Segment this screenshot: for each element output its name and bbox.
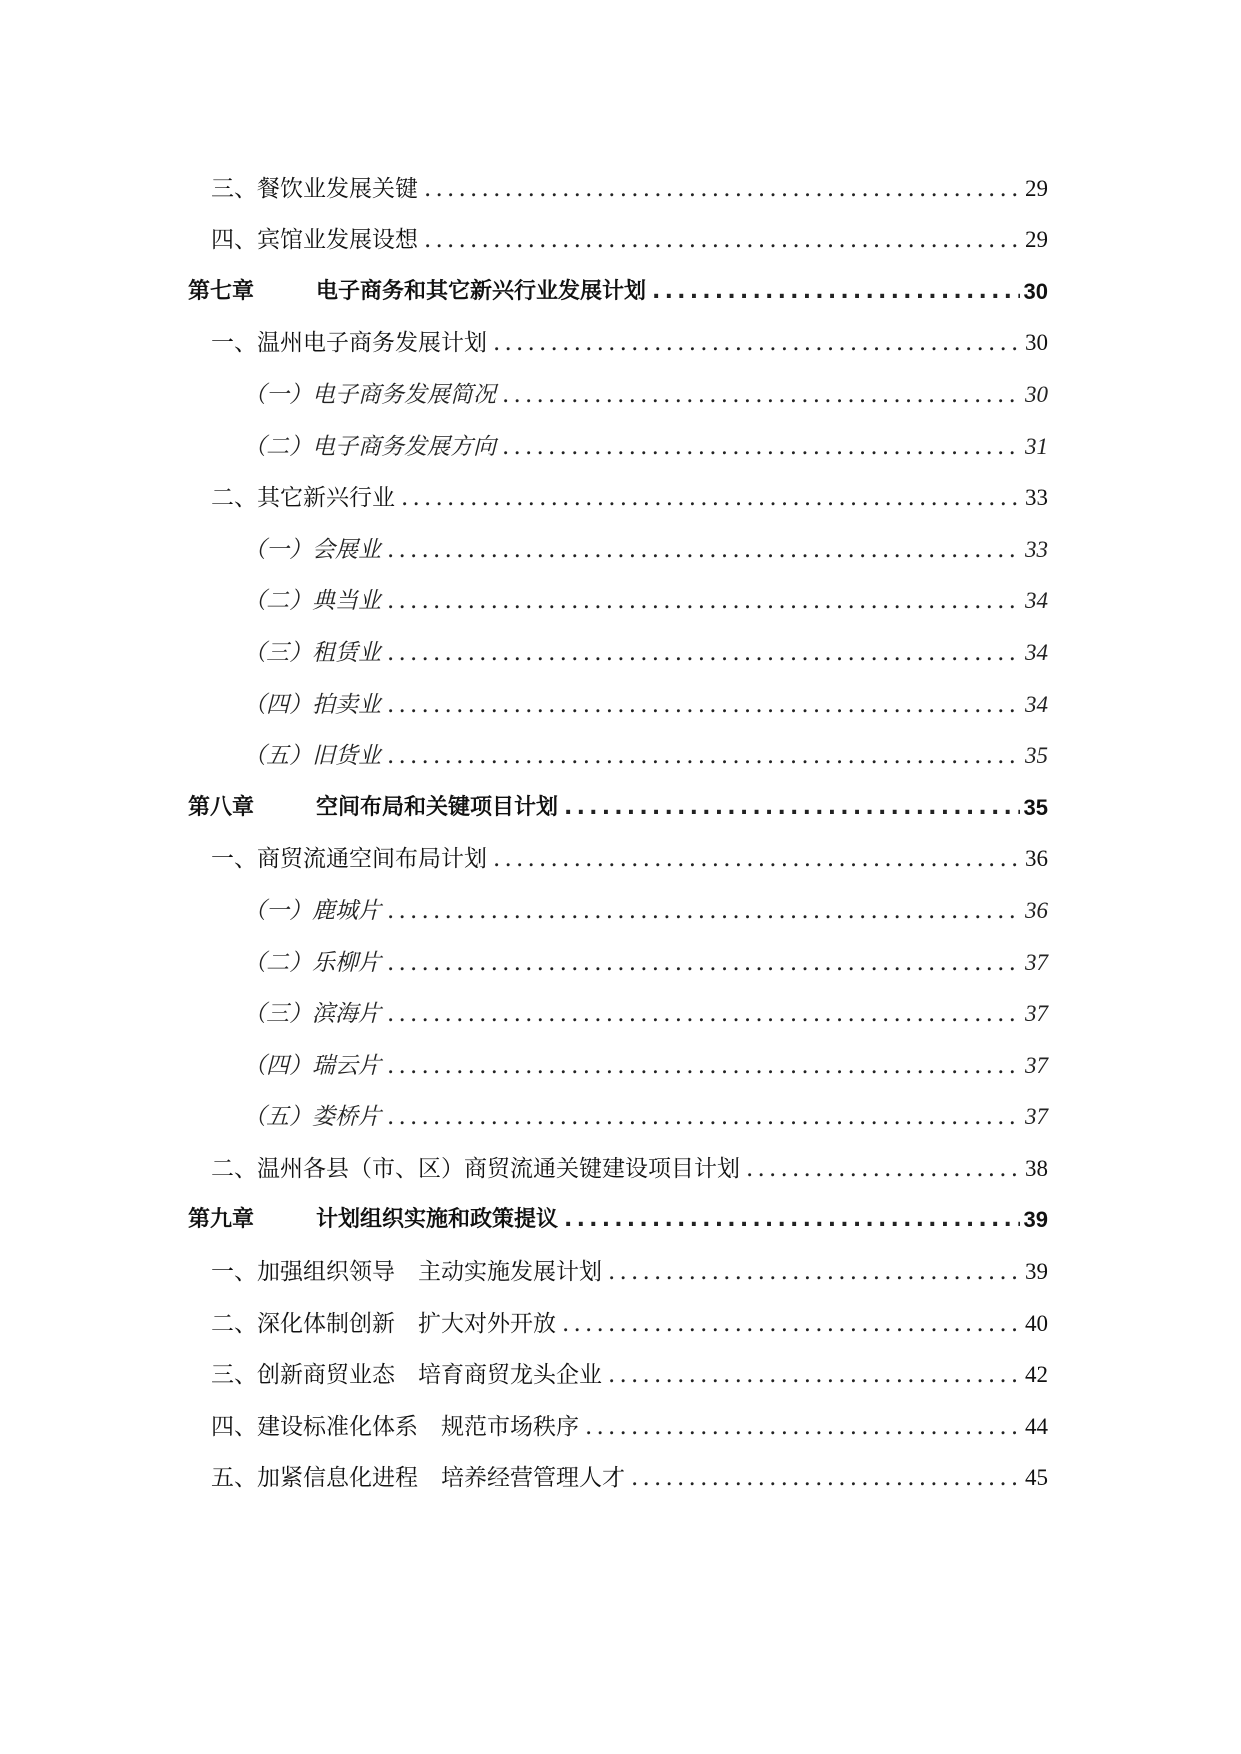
toc-dot-leader <box>387 896 1020 926</box>
toc-page-number: 34 <box>1025 588 1048 614</box>
toc-page-number: 42 <box>1025 1362 1048 1388</box>
toc-entry[interactable] <box>188 307 1048 359</box>
toc-dot-leader <box>387 586 1020 616</box>
toc-subentry[interactable] <box>188 1029 1048 1081</box>
toc-entry-number: 三、 <box>211 175 257 202</box>
toc-subentry-title: 旧货业 <box>312 743 381 770</box>
toc-subentry-number: （二） <box>243 433 312 460</box>
toc-entry-title: 商贸流通空间布局计划 <box>257 846 487 873</box>
toc-subentry[interactable] <box>188 1081 1048 1133</box>
toc-page-number: 35 <box>1025 743 1048 769</box>
toc-entry[interactable] <box>188 1132 1048 1184</box>
toc-subentry[interactable] <box>188 616 1048 668</box>
toc-entry[interactable] <box>188 1390 1048 1442</box>
toc-subentry-title: 瑞云片 <box>312 1052 381 1079</box>
toc-entry-title: 创新商贸业态 培育商贸龙头企业 <box>257 1362 602 1389</box>
toc-subentry-title: 鹿城片 <box>312 897 381 924</box>
toc-entry-number: 二、 <box>211 1155 257 1182</box>
toc-dot-leader <box>493 844 1020 874</box>
toc-entry[interactable] <box>188 1442 1048 1494</box>
toc-page-number: 39 <box>1025 1259 1048 1285</box>
toc-entry[interactable] <box>188 1235 1048 1287</box>
toc-chapter-number: 第七章 <box>188 278 255 304</box>
toc-dot-leader <box>387 741 1020 771</box>
toc-subentry-title: 典当业 <box>312 588 381 615</box>
toc-subentry-number: （一） <box>243 536 312 563</box>
toc-dot-leader <box>564 793 1020 823</box>
toc-entry[interactable] <box>188 1339 1048 1391</box>
toc-entry-title: 其它新兴行业 <box>257 485 395 512</box>
toc-dot-leader <box>608 1257 1020 1287</box>
toc-subentry[interactable] <box>188 978 1048 1030</box>
toc-subentry-title: 租赁业 <box>312 639 381 666</box>
toc-chapter-entry[interactable] <box>188 771 1048 823</box>
toc-page-number: 36 <box>1025 846 1048 872</box>
toc-page-number: 37 <box>1025 1001 1048 1027</box>
toc-page-number: 37 <box>1025 949 1048 975</box>
toc-entry-number: 三、 <box>211 1362 257 1389</box>
toc-entry-number: 二、 <box>211 1310 257 1337</box>
toc-page-number: 40 <box>1025 1310 1048 1336</box>
toc-subentry-number: （四） <box>243 691 312 718</box>
toc-dot-leader <box>387 638 1020 668</box>
toc-subentry-number: （二） <box>243 588 312 615</box>
toc-chapter-title: 计划组织实施和政策提议 <box>316 1207 559 1233</box>
toc-page-number: 29 <box>1025 227 1048 253</box>
toc-entry[interactable] <box>188 204 1048 256</box>
toc-entry-number: 一、 <box>211 1259 257 1286</box>
toc-chapter-number: 第八章 <box>188 794 255 820</box>
toc-subentry[interactable] <box>188 410 1048 462</box>
toc-entry-number: 五、 <box>211 1465 257 1492</box>
toc-entry-title: 加紧信息化进程 培养经营管理人才 <box>257 1465 625 1492</box>
toc-dot-leader <box>387 535 1020 565</box>
toc-entry-number: 二、 <box>211 485 257 512</box>
toc-dot-leader <box>424 174 1020 204</box>
toc-page-number: 34 <box>1025 639 1048 665</box>
toc-page-number: 36 <box>1025 897 1048 923</box>
toc-dot-leader <box>387 948 1020 978</box>
toc-entry-title: 加强组织领导 主动实施发展计划 <box>257 1259 602 1286</box>
toc-entry-number: 一、 <box>211 846 257 873</box>
toc-page-number: 33 <box>1025 485 1048 511</box>
toc-entry[interactable] <box>188 823 1048 875</box>
toc-subentry[interactable] <box>188 358 1048 410</box>
toc-page-number: 31 <box>1025 433 1048 459</box>
toc-dot-leader <box>387 690 1020 720</box>
toc-entry-title: 温州电子商务发展计划 <box>257 330 487 357</box>
toc-dot-leader <box>502 380 1020 410</box>
toc-entry-title: 建设标准化体系 规范市场秩序 <box>257 1413 579 1440</box>
toc-dot-leader <box>387 1102 1020 1132</box>
toc-dot-leader <box>493 328 1020 358</box>
toc-subentry-number: （二） <box>243 949 312 976</box>
toc-dot-leader <box>746 1154 1020 1184</box>
toc-dot-leader <box>564 1205 1020 1235</box>
toc-page-number: 39 <box>1023 1207 1048 1233</box>
toc-page-number: 33 <box>1025 536 1048 562</box>
toc-chapter-entry[interactable] <box>188 255 1048 307</box>
toc-chapter-number: 第九章 <box>188 1207 255 1233</box>
toc-entry[interactable] <box>188 1287 1048 1339</box>
toc-subentry-title: 会展业 <box>312 536 381 563</box>
toc-chapter-title: 电子商务和其它新兴行业发展计划 <box>316 278 647 304</box>
toc-subentry-number: （四） <box>243 1052 312 1079</box>
toc-dot-leader <box>585 1412 1020 1442</box>
table-of-contents <box>188 152 1048 1493</box>
toc-page-number: 35 <box>1023 794 1048 820</box>
toc-page-number: 29 <box>1025 175 1048 201</box>
toc-dot-leader <box>608 1360 1020 1390</box>
toc-entry-number: 四、 <box>211 1413 257 1440</box>
toc-dot-leader <box>631 1463 1020 1493</box>
toc-entry-title: 深化体制创新 扩大对外开放 <box>257 1310 556 1337</box>
toc-dot-leader <box>387 999 1020 1029</box>
toc-subentry[interactable] <box>188 874 1048 926</box>
toc-subentry-title: 拍卖业 <box>312 691 381 718</box>
toc-page-number: 37 <box>1025 1104 1048 1130</box>
toc-chapter-title: 空间布局和关键项目计划 <box>316 794 559 820</box>
toc-subentry-number: （三） <box>243 639 312 666</box>
toc-entry[interactable] <box>188 462 1048 514</box>
toc-entry-title: 餐饮业发展关键 <box>257 175 418 202</box>
toc-entry[interactable] <box>188 152 1048 204</box>
toc-page-number: 37 <box>1025 1052 1048 1078</box>
toc-subentry[interactable] <box>188 668 1048 720</box>
toc-subentry-number: （五） <box>243 1104 312 1131</box>
toc-page-number: 44 <box>1025 1413 1048 1439</box>
toc-dot-leader <box>562 1309 1020 1339</box>
toc-page-number: 34 <box>1025 691 1048 717</box>
toc-dot-leader <box>424 225 1020 255</box>
toc-subentry[interactable] <box>188 565 1048 617</box>
toc-chapter-entry[interactable] <box>188 1184 1048 1236</box>
toc-entry-title: 宾馆业发展设想 <box>257 227 418 254</box>
toc-subentry-title: 娄桥片 <box>312 1104 381 1131</box>
toc-subentry-number: （一） <box>243 897 312 924</box>
toc-dot-leader <box>502 432 1020 462</box>
toc-subentry-title: 乐柳片 <box>312 949 381 976</box>
toc-subentry-number: （一） <box>243 381 312 408</box>
toc-subentry-title: 电子商务发展简况 <box>312 381 496 408</box>
toc-subentry-title: 电子商务发展方向 <box>312 433 496 460</box>
toc-page-number: 30 <box>1025 330 1048 356</box>
toc-dot-leader <box>401 483 1020 513</box>
toc-subentry-number: （三） <box>243 1001 312 1028</box>
toc-page-number: 38 <box>1025 1155 1048 1181</box>
toc-page-number: 30 <box>1025 381 1048 407</box>
toc-entry-number: 四、 <box>211 227 257 254</box>
toc-dot-leader <box>387 1051 1020 1081</box>
toc-subentry[interactable] <box>188 926 1048 978</box>
toc-page-number: 30 <box>1023 278 1048 304</box>
toc-dot-leader <box>652 277 1020 307</box>
toc-subentry[interactable] <box>188 720 1048 772</box>
toc-subentry[interactable] <box>188 513 1048 565</box>
toc-subentry-title: 滨海片 <box>312 1001 381 1028</box>
toc-entry-number: 一、 <box>211 330 257 357</box>
toc-subentry-number: （五） <box>243 743 312 770</box>
toc-entry-title: 温州各县（市、区）商贸流通关键建设项目计划 <box>257 1155 740 1182</box>
toc-page-number: 45 <box>1025 1465 1048 1491</box>
